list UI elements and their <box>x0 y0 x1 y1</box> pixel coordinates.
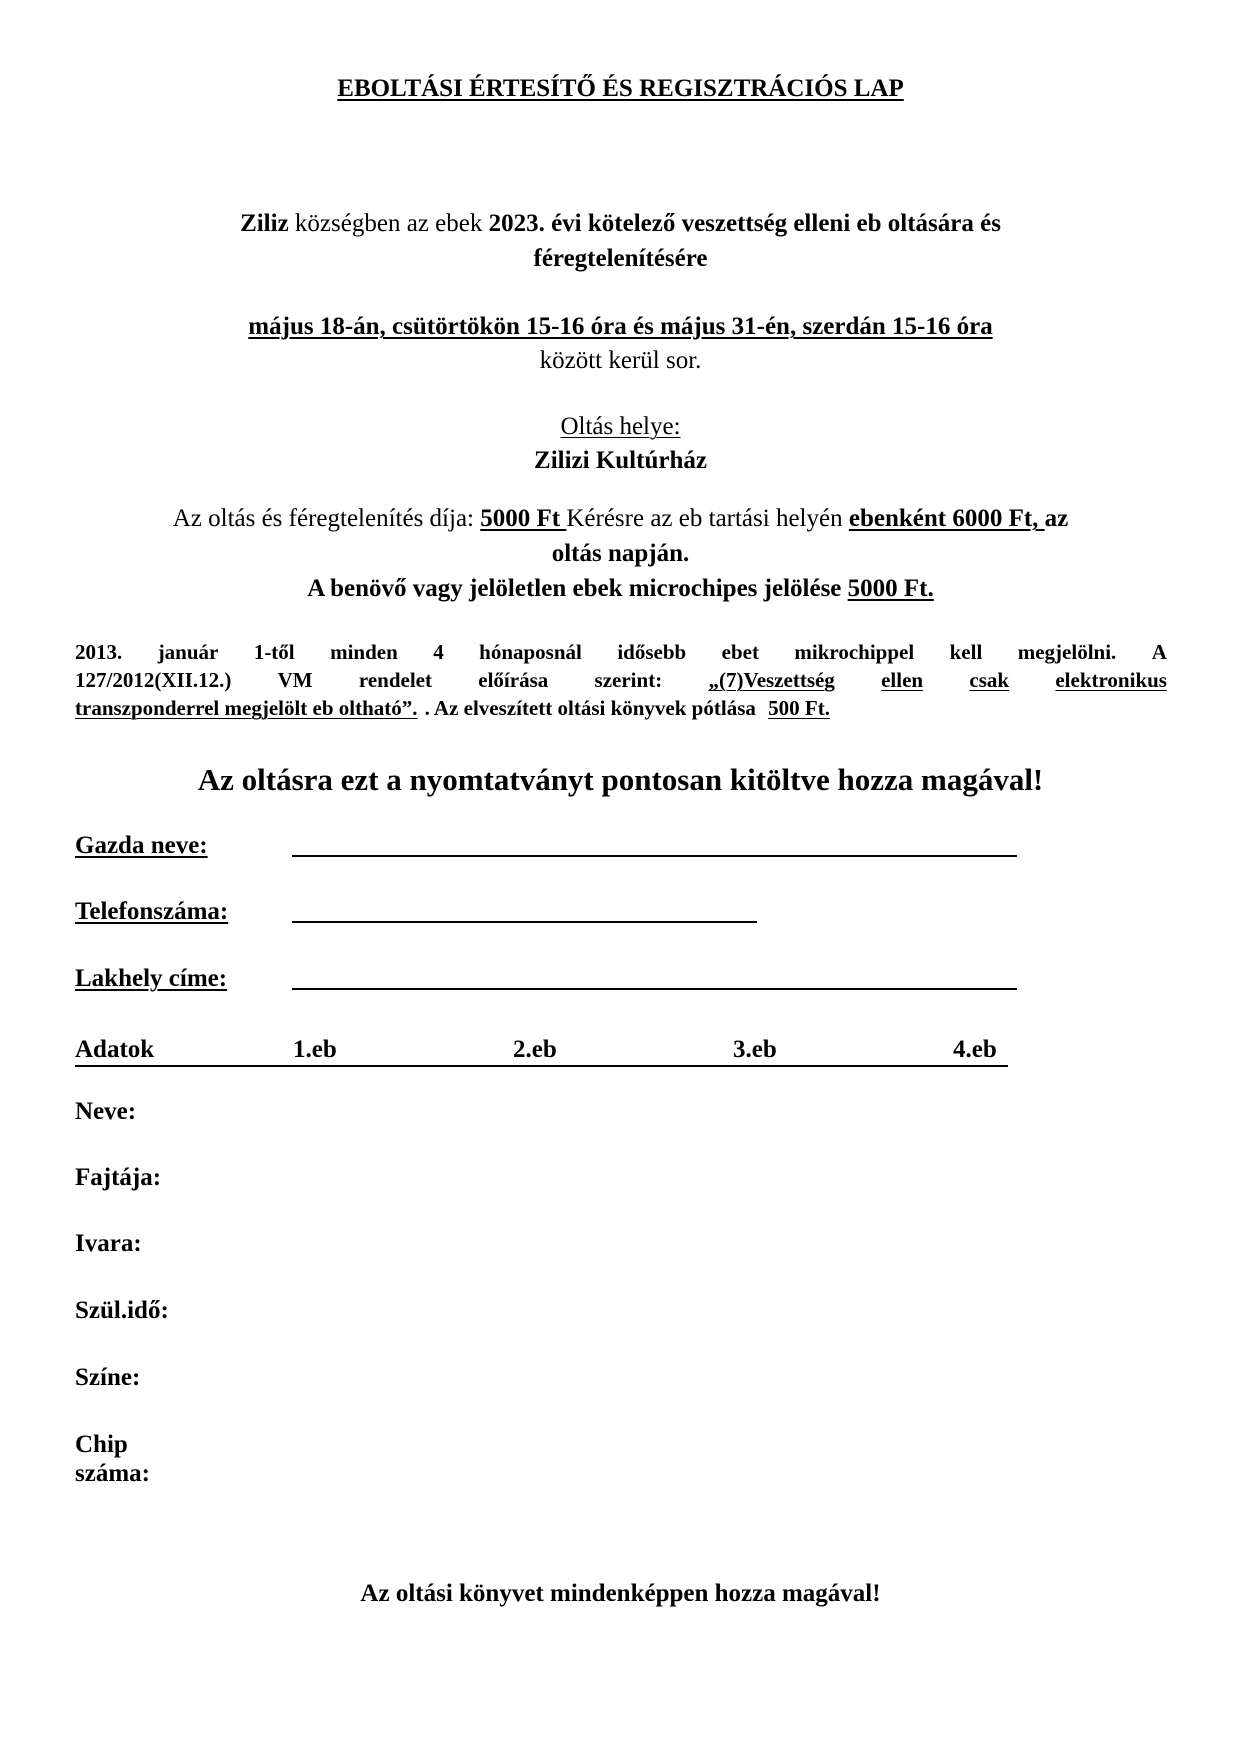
table-header-underline <box>75 1065 1008 1067</box>
table-header-dog-2: 2.eb <box>513 1036 557 1063</box>
legal-quote-word: csak <box>969 668 1010 692</box>
row-label-breed: Fajtája: <box>75 1164 162 1191</box>
vaccination-dates: május 18-án, csütörtökön 15-16 óra és május 31-én, szerdán 15-16 óra <box>248 313 993 340</box>
address-field[interactable] <box>292 988 1017 990</box>
year: 2023. <box>488 210 545 237</box>
row-label-name: Neve: <box>75 1098 137 1125</box>
footer-note: Az oltási könyvet mindenképpen hozza magával! <box>360 1580 881 1607</box>
intro-text-2: évi kötelező veszettség elleni eb oltására és <box>544 210 1001 237</box>
fee-amount: 5000 Ft <box>480 505 567 532</box>
fee-line-1 <box>0 505 1241 533</box>
table-header-dog-4: 4.eb <box>953 1036 997 1063</box>
table-header-dog-3: 3.eb <box>733 1036 777 1063</box>
address-label: Lakhely címe: <box>75 965 228 992</box>
fee-line-2: oltás napján. <box>551 540 690 567</box>
fee-text-3: az <box>1044 505 1069 532</box>
legal-word: 2013. <box>75 640 123 664</box>
legal-word: mikrochippel <box>794 640 915 664</box>
legal-word: megjelölni. <box>1017 640 1117 664</box>
legal-word: hónaposnál <box>479 640 582 664</box>
legal-word: rendelet <box>358 668 432 692</box>
chip-fee-text: A benövő vagy jelöletlen ebek microchipes jelölése <box>307 575 848 602</box>
legal-word: VM <box>277 668 313 692</box>
legal-word: előírása <box>478 668 549 692</box>
legal-quote-word: elektronikus <box>1055 668 1167 692</box>
chip-fee-line <box>0 575 1241 603</box>
row-label-sex: Ivara: <box>75 1230 142 1257</box>
location-label: Oltás helye: <box>560 413 681 440</box>
page-title: EBOLTÁSI ÉRTESÍTŐ ÉS REGISZTRÁCIÓS LAP <box>337 75 904 102</box>
home-fee-amount: ebenként 6000 Ft, <box>848 505 1045 532</box>
book-replacement-fee: 500 Ft. <box>768 696 830 720</box>
village-name: Ziliz <box>240 210 289 237</box>
phone-label: Telefonszáma: <box>75 898 229 925</box>
legal-row-1 <box>75 638 1167 666</box>
legal-notice <box>75 638 1167 722</box>
intro-line-1 <box>0 210 1241 238</box>
legal-quote-word: ellen <box>881 668 924 692</box>
intro-text-1: községben az ebek <box>288 210 489 237</box>
legal-word: 4 <box>433 640 444 664</box>
table-header-dog-1: 1.eb <box>293 1036 337 1063</box>
legal-word: idősebb <box>617 640 687 664</box>
legal-quote-end: transzponderrel megjelölt eb oltható”. <box>75 696 418 720</box>
legal-row-3-content <box>75 694 837 722</box>
location-label-line <box>0 413 1241 441</box>
dates-suffix: között kerül sor. <box>539 347 702 374</box>
legal-word: minden <box>330 640 398 664</box>
legal-word: szerint: <box>594 668 663 692</box>
fee-text-1: Az oltás és féregtelenítés díja: <box>172 505 481 532</box>
owner-name-label: Gazda neve: <box>75 832 208 859</box>
legal-word: 127/2012(XII.12.) <box>75 668 232 692</box>
location-value: Zilizi Kultúrház <box>534 447 707 474</box>
owner-name-field[interactable] <box>292 855 1017 857</box>
bring-form-heading: Az oltásra ezt a nyomtatványt pontosan kitöltve hozza magával! <box>197 762 1044 797</box>
legal-word: 1-től <box>253 640 295 664</box>
legal-row-2 <box>75 666 1167 694</box>
intro-line-2: féregtelenítésére <box>533 245 708 272</box>
legal-word: A <box>1151 640 1167 664</box>
phone-field[interactable] <box>292 921 757 923</box>
legal-word: ebet <box>721 640 759 664</box>
legal-word: kell <box>949 640 983 664</box>
fee-text-2: Kérésre az eb tartási helyén <box>566 505 849 532</box>
row-label-chip: Chip <box>75 1431 128 1458</box>
legal-row-3-text: . Az elveszített oltási könyvek pótlása <box>424 696 762 720</box>
chip-fee-amount: 5000 Ft. <box>847 575 934 602</box>
table-header-adatok: Adatok <box>75 1036 155 1063</box>
legal-word: január <box>157 640 219 664</box>
dates-line <box>0 313 1241 341</box>
row-label-color: Színe: <box>75 1364 141 1391</box>
row-label-chip-number: száma: <box>75 1460 150 1487</box>
legal-row-3 <box>75 694 1167 722</box>
row-label-birth-date: Szül.idő: <box>75 1297 169 1324</box>
legal-quote-word: „(7)Veszettség <box>708 668 835 692</box>
